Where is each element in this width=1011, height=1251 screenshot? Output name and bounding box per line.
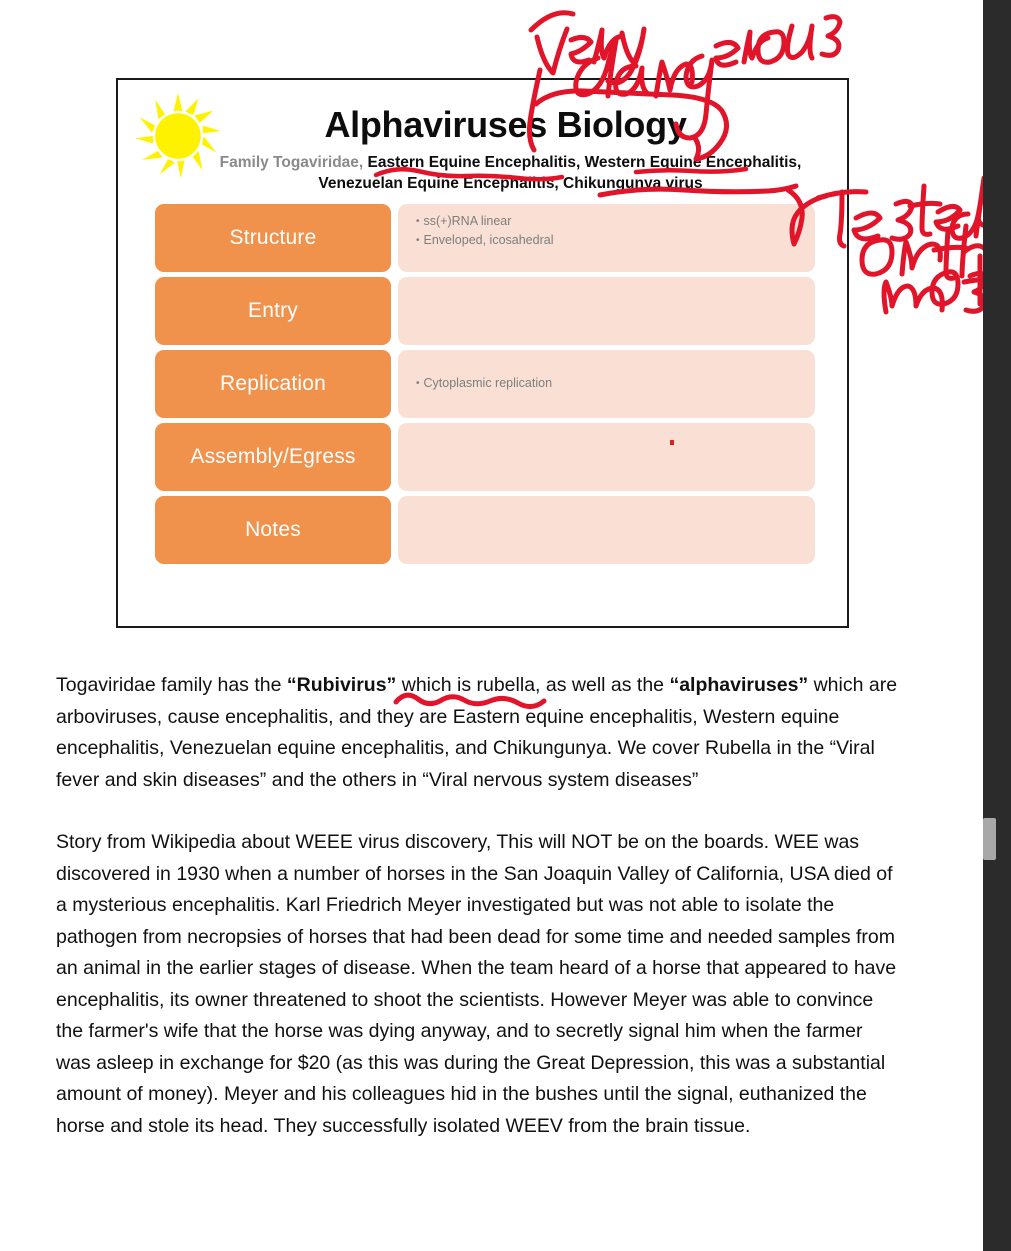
paragraph-2: Story from Wikipedia about WEEE virus discovery, This will NOT be on the boards. WEE was discovered in 1930 when a number of horses in the San Joaquin Valley of California, USA died of a mysterious encephalitis. Karl Friedrich Meyer investigated but was not able to isolate the pathogen from necropsies of horses that had been dead for some time and needed samples from an animal in the earlier stages of disease. When the team heard of a horse that appeared to have encephalitis, its owner threatened to shoot the scientists. However Meyer was able to convince the farmer's wife that the horse was dying anyway, and to secretly signal him when the farmer was asleep in exchange for $20 (as this was during the Great Depression, this was a substantial amount of money). Meyer and his colleagues hid in the bushes until the signal, euthanized the horse and stole its head. They successfully isolated WEEV from the brain tissue. <box>56 831 897 1137</box>
row-content-assembly-egress <box>398 423 815 491</box>
paragraph-1 <box>56 670 901 796</box>
row-content-replication <box>398 350 815 418</box>
paragraph-gap <box>56 796 901 827</box>
scrollbar-thumb[interactable] <box>983 818 996 860</box>
row-label-structure: Structure <box>155 204 391 272</box>
table-row <box>155 423 815 491</box>
p1-seg: Togaviridae family has the <box>56 674 287 696</box>
table-row <box>155 204 815 272</box>
row-label-entry: Entry <box>155 277 391 345</box>
row-label-replication: Replication <box>155 350 391 418</box>
scrollbar-track[interactable] <box>983 0 996 1251</box>
slide-title: Alphaviruses Biology <box>324 104 687 145</box>
row-content-structure <box>398 204 815 272</box>
bullet-item: • ss(+)RNA linear <box>416 212 815 231</box>
slide-subtitle-viruses: Eastern Equine Encephalitis, Western Equine Encephalitis, Venezuelan Equine Encephalitis, Chikungunya virus <box>318 154 802 192</box>
p1-term-alphaviruses: “alphaviruses” <box>669 674 809 696</box>
table-row <box>155 277 815 345</box>
slide-subtitle-family: Family Togaviridae, <box>219 154 364 171</box>
bullet-item: • Enveloped, icosahedral <box>416 231 815 250</box>
row-content-notes <box>398 496 815 564</box>
document-body <box>56 670 901 1142</box>
table-row <box>155 350 815 418</box>
table-row <box>155 496 815 564</box>
p1-seg: which are arboviruses, cause encephalitis, and they are Eastern equine encephalitis, Western equine encephalitis, Venezuelan equine encephalitis, and Chikungunya. We cover Rubella in the “Viral fever and skin diseases” and the others in “Viral nervous system diseases” <box>56 674 898 791</box>
bullet-item: • Cytoplasmic replication <box>416 374 815 393</box>
slide-subtitle <box>190 152 831 194</box>
slide-frame <box>116 78 849 628</box>
window-right-rail <box>983 0 1011 1251</box>
p1-seg: which is rubella, as well as the <box>396 674 670 696</box>
row-content-entry <box>398 277 815 345</box>
p1-term-rubivirus: “Rubivirus” <box>286 674 397 696</box>
row-label-notes: Notes <box>155 496 391 564</box>
red-dot-annotation <box>670 440 674 445</box>
row-label-assembly-egress: Assembly/Egress <box>155 423 391 491</box>
virus-property-table <box>155 204 815 569</box>
